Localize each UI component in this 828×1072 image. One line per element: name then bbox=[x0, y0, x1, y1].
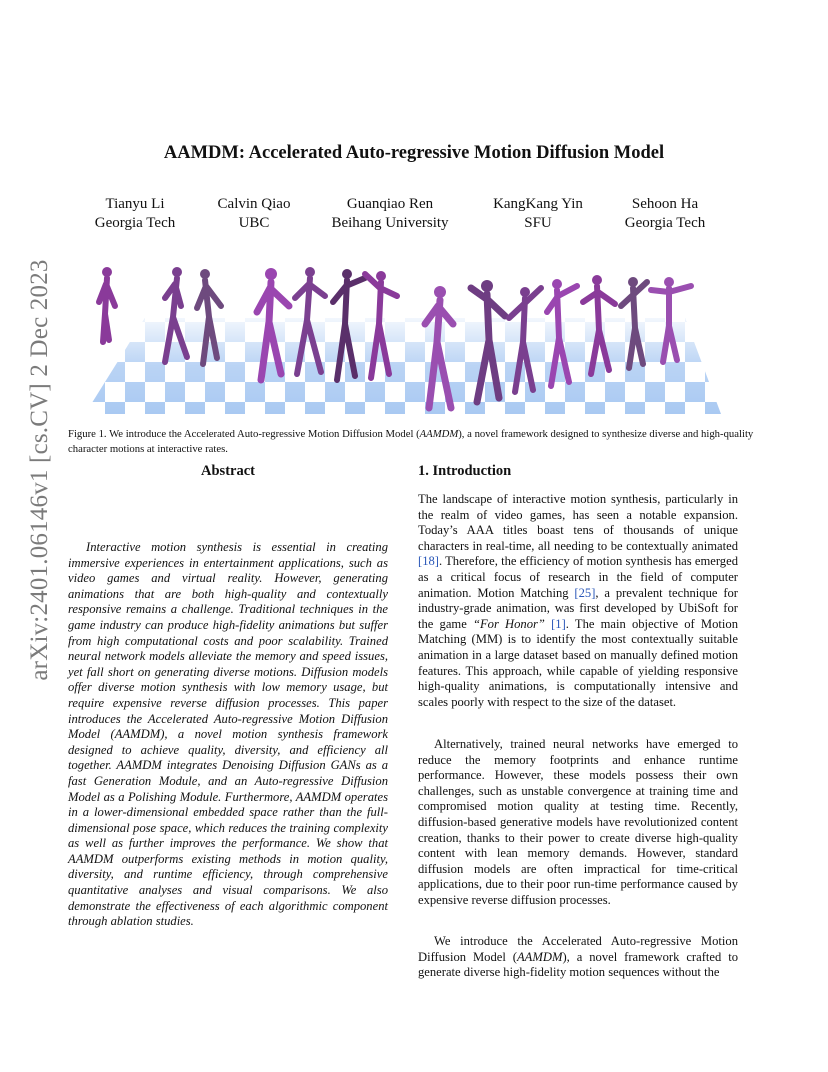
paragraph-text: , a prevalent technique for industry-grade animation, was first developed by UbiSoft for the game bbox=[418, 585, 738, 631]
author-affiliation: UBC bbox=[238, 215, 270, 231]
introduction-paragraph: Alternatively, trained neural networks have emerged to reduce the memory footprints and enhance runtime performance. However, these models possess their own challenges, such as unstable convergence at training time and compromised motion quality at testing time. Recently, diffusion-based generative models have revolutionized content creation, thanks to their power to create diverse high-quality content with lean memory demands. However, standard diffusion models are often impractical for time-critical applications, due to their poor run-time performance caused by expensive reverse diffusion processes. bbox=[418, 737, 738, 907]
citation-link[interactable]: [1] bbox=[551, 616, 566, 631]
author-block bbox=[218, 195, 291, 233]
author-block bbox=[493, 195, 583, 233]
author-block bbox=[625, 195, 705, 233]
author-affiliation: SFU bbox=[524, 215, 552, 231]
abstract-body: Interactive motion synthesis is essential in creating immersive experiences in entertainment applications, such as video games and virtual reality. However, generating animations that are both high-quality and contextually responsive remains a challenge. Traditional techniques in the game industry can produce high-fidelity animations but suffer from high computational costs and poor scalability. Trained neural network models alleviate the memory and speed issues, yet fall short on generating diverse motions. Diffusion models offer diverse motion synthesis with low memory usage, but require expensive reverse diffusion processes. This paper introduces the Accelerated Auto-regressive Motion Diffusion Model (AAMDM), a novel motion synthesis framework designed to achieve quality, diversity, and efficiency all together. AAMDM integrates Denoising Diffusion GANs as a fast Generation Module, and an Auto-regressive Diffusion Model as a Polishing Module. Furthermore, AAMDM operates in a lower-dimensional embedded space rather than the full-dimensional pose space, which reduces the training complexity as well as further improves the performance. We show that AAMDM outperforms existing methods in motion quality, diversity, and runtime efficiency, through comprehensive quantitative analyses and visual comparisons. We also demonstrate the effectiveness of each algorithmic component through ablation studies. bbox=[68, 540, 388, 929]
author-name: Guanqiao Ren bbox=[346, 196, 434, 212]
paragraph-text: ), a novel framework crafted to generate diverse high-fidelity motion sequences without the bbox=[418, 949, 738, 980]
paper-title: AAMDM: Accelerated Auto-regressive Motion Diffusion Model bbox=[163, 143, 665, 163]
citation-link[interactable]: [18] bbox=[418, 554, 439, 569]
author-name: Tianyu Li bbox=[105, 196, 165, 212]
introduction-paragraph bbox=[418, 934, 738, 981]
paragraph-text: . Therefore, the efficiency of motion synthesis has emerged as a critical focus of research in the field of computer animation. Motion Matching bbox=[418, 554, 738, 600]
author-name: Sehoon Ha bbox=[631, 196, 699, 212]
citation-link[interactable]: [25] bbox=[574, 585, 596, 600]
author-block bbox=[95, 195, 175, 233]
model-acronym: AAMDM bbox=[516, 949, 563, 964]
game-title: “For Honor” bbox=[472, 616, 545, 631]
figure-caption bbox=[68, 427, 758, 456]
author-name: KangKang Yin bbox=[493, 196, 583, 212]
introduction-heading: 1. Introduction bbox=[418, 463, 512, 479]
teaser-figure-motion-characters bbox=[85, 262, 721, 414]
author-block bbox=[331, 195, 448, 233]
caption-model-name: AAMDM bbox=[419, 428, 459, 440]
author-affiliation: Georgia Tech bbox=[94, 215, 176, 231]
introduction-paragraph bbox=[418, 492, 738, 710]
caption-text: ), a novel framework designed to synthesize diverse and high-quality character motions at interactive rates. bbox=[68, 428, 754, 455]
paragraph-text: . The main objective of Motion Matching (MM) is to identify the most contextually suitable animation in a large dataset based on manually defined motion features. This approach, while capable of yielding responsive high-quality animations, is computationally intensive and scales poorly with respect to the size of the dataset. bbox=[418, 616, 738, 709]
caption-text: Figure 1. We introduce the Accelerated Auto-regressive Motion Diffusion Model ( bbox=[68, 428, 420, 440]
author-name: Calvin Qiao bbox=[217, 196, 291, 212]
author-affiliation: Beihang University bbox=[331, 215, 449, 231]
paragraph-text: We introduce the Accelerated Auto-regressive Motion Diffusion Model ( bbox=[418, 934, 738, 964]
abstract-heading: Abstract bbox=[201, 463, 255, 479]
paragraph-text: The landscape of interactive motion synthesis, particularly in the realm of video games, has seen a notable expansion. Today’s AAA titles boast tens of thousands of unique characters in real-time, all needing to be contextually animated bbox=[418, 492, 738, 553]
author-affiliation: Georgia Tech bbox=[624, 215, 706, 231]
arxiv-identifier-text: arXiv:2401.06146v1 [cs.CV] 2 Dec 2023 bbox=[26, 259, 53, 681]
character-figure bbox=[99, 267, 115, 342]
